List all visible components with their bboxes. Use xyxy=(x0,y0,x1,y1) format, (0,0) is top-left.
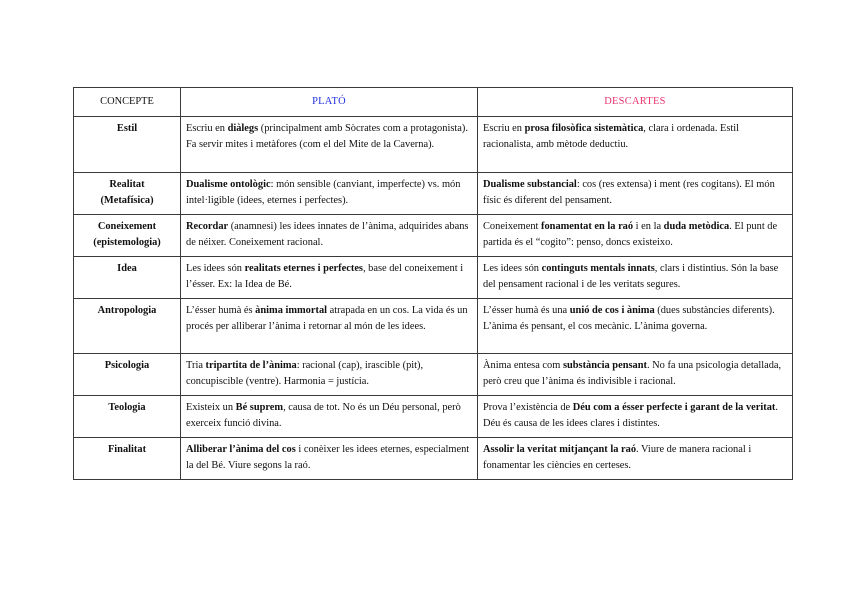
cell-text: . Viure de manera racional i fonamentar les ciències en certeses. xyxy=(483,444,752,471)
cell-text: atrapada en un cos. La vida és un procés per alliberar l’ànima i retornar al món de les idees. xyxy=(186,305,468,332)
cell-text: , clars i distintius. Són la base del pensament racional i de les veritats segures. xyxy=(483,263,779,290)
plato-cell xyxy=(181,173,478,215)
descartes-cell xyxy=(478,299,793,354)
plato-cell xyxy=(181,215,478,257)
descartes-cell xyxy=(478,354,793,396)
bold-term: substància pensant xyxy=(562,360,647,371)
bold-term: Dualisme substancial xyxy=(483,179,577,190)
concept-label: Antropologia xyxy=(97,305,157,316)
cell-text: Les idees són xyxy=(186,263,245,274)
concept-cell xyxy=(74,257,181,299)
table-row xyxy=(74,396,793,438)
cell-text: . Déu és causa de les idees clares i distintes. xyxy=(483,402,778,429)
concept-label: Idea xyxy=(117,263,137,274)
descartes-cell xyxy=(478,173,793,215)
descartes-cell xyxy=(478,396,793,438)
cell-text: . El punt de partida és el “cogito”: penso, doncs existeixo. xyxy=(483,221,778,248)
bold-term: realitats eternes i perfectes xyxy=(244,263,363,274)
cell-text: , clara i ordenada. Estil racionalista, amb mètode deductiu. xyxy=(483,123,740,150)
bold-term: continguts mentals innats xyxy=(541,263,655,274)
concept-cell xyxy=(74,215,181,257)
cell-text: , base del coneixement i l’ésser. Ex: la Idea de Bé. xyxy=(186,263,464,290)
cell-text: i en la xyxy=(633,221,664,232)
cell-text: . No fa una psicologia detallada, però creu que l’ànima és indivisible i racional. xyxy=(483,360,782,387)
header-plato: PLATÓ xyxy=(181,88,478,117)
bold-term: tripartita de l’ànima xyxy=(205,360,297,371)
concept-label: (epistemologia) xyxy=(93,236,161,248)
table-body xyxy=(74,117,793,480)
header-row xyxy=(74,88,793,117)
cell-text: Existeix un xyxy=(186,402,236,413)
cell-text: : món sensible (canviant, imperfecte) vs. món intel·ligible (idees, eternes i perfectes). xyxy=(186,179,461,206)
bold-term: unió de cos i ànima xyxy=(569,305,655,316)
table-row xyxy=(74,354,793,396)
cell-text: Les idees són xyxy=(483,263,542,274)
concept-label: Psicologia xyxy=(104,360,150,371)
cell-text: Prova l’existència de xyxy=(483,402,573,413)
plato-cell xyxy=(181,257,478,299)
bold-term: duda metòdica xyxy=(663,221,730,232)
concept-cell xyxy=(74,396,181,438)
table-row xyxy=(74,117,793,173)
bold-term: Alliberar l’ànima del cos xyxy=(186,444,296,455)
plato-cell xyxy=(181,117,478,173)
descartes-cell xyxy=(478,257,793,299)
cell-text: , causa de tot. No és un Déu personal, però exerceix funció divina. xyxy=(186,402,461,429)
concept-label: Estil xyxy=(116,123,138,134)
table-row xyxy=(74,257,793,299)
table-row xyxy=(74,438,793,480)
bold-term: fonamentat en la raó xyxy=(541,221,634,232)
cell-text: Tria xyxy=(186,360,206,371)
table-row xyxy=(74,299,793,354)
cell-text: : racional (cap), irascible (pit), concupiscible (ventre). Harmonia = justícia. xyxy=(186,360,424,387)
descartes-cell xyxy=(478,438,793,480)
concept-label: Finalitat xyxy=(107,444,147,455)
bold-term: prosa filosòfica sistemàtica xyxy=(524,123,644,134)
concept-cell xyxy=(74,354,181,396)
cell-text: (principalment amb Sòcrates com a protagonista). Fa servir mites i metàfores (com el del Mite de la Caverna). xyxy=(186,123,468,150)
concept-label: (Metafísica) xyxy=(100,194,154,206)
concept-cell xyxy=(74,117,181,173)
bold-term: ànima immortal xyxy=(255,305,328,316)
concept-label: Teologia xyxy=(108,402,146,413)
cell-text: Escriu en xyxy=(186,123,228,134)
table-row xyxy=(74,173,793,215)
cell-text: Ànima entesa com xyxy=(483,360,563,371)
header-concept: CONCEPTE xyxy=(74,88,181,117)
concept-cell xyxy=(74,438,181,480)
bold-term: diàlegs xyxy=(227,123,259,134)
concept-cell xyxy=(74,299,181,354)
bold-term: Assolir la veritat mitjançant la raó xyxy=(483,444,637,455)
bold-term: Bé suprem xyxy=(235,402,284,413)
plato-cell xyxy=(181,299,478,354)
concept-label: Coneixement xyxy=(97,221,157,232)
cell-text: i conèixer les idees eternes, especialment la del Bé. Viure segons la raó. xyxy=(186,444,470,471)
cell-text: Coneixement xyxy=(483,221,542,232)
plato-cell xyxy=(181,354,478,396)
bold-term: Recordar xyxy=(186,221,229,232)
cell-text: : cos (res extensa) i ment (res cogitans). El món físic és diferent del pensament. xyxy=(483,179,775,206)
table-row xyxy=(74,215,793,257)
concept-label: Realitat xyxy=(109,179,145,190)
bold-term: Déu com a ésser perfecte i garant de la veritat xyxy=(572,402,776,413)
cell-text: L’ésser humà és xyxy=(186,305,256,316)
concept-cell xyxy=(74,173,181,215)
header-descartes: DESCARTES xyxy=(478,88,793,117)
descartes-cell xyxy=(478,117,793,173)
plato-cell xyxy=(181,396,478,438)
cell-text: (anamnesi) les idees innates de l’ànima, adquirides abans de néixer. Coneixement racional. xyxy=(186,221,469,248)
cell-text: L’ésser humà és una xyxy=(483,305,570,316)
cell-text: Escriu en xyxy=(483,123,525,134)
bold-term: Dualisme ontològic xyxy=(186,179,271,190)
descartes-cell xyxy=(478,215,793,257)
comparison-table xyxy=(73,87,793,480)
plato-cell xyxy=(181,438,478,480)
cell-text: (dues substàncies diferents). L’ànima és pensant, el cos mecànic. L’ànima governa. xyxy=(483,305,775,332)
